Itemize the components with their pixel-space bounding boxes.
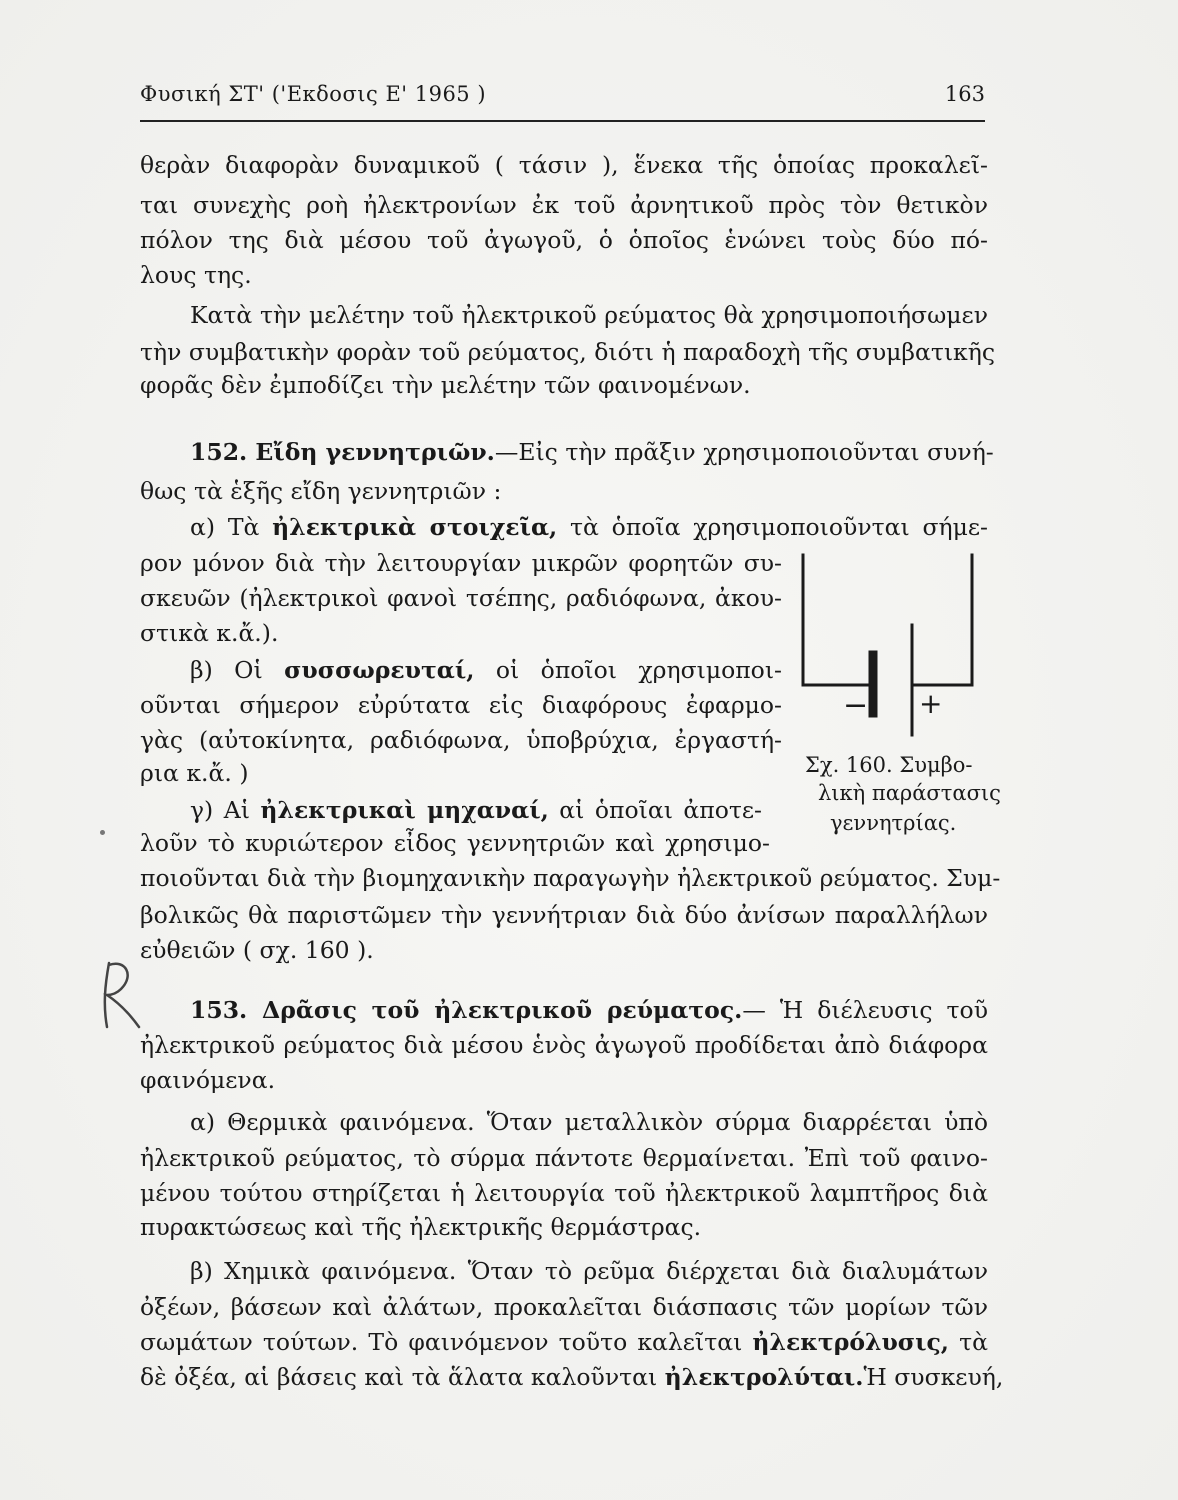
term-bold: ἠλεκτρικαὶ μηχαναί, xyxy=(260,796,549,824)
text-line: θερὰν διαφορὰν δυναμικοῦ ( τάσιν ), ἕνεκα τῆς ὁποίας προκαλεῖ- xyxy=(140,151,988,179)
text-line: γὰς (αὐτοκίνητα, ραδιόφωνα, ὑποβρύχια, ἐργαστή- xyxy=(140,726,782,754)
text-line: β) Χημικὰ φαινόμενα. Ὅταν τὸ ρεῦμα διέρχεται διὰ διαλυμάτων xyxy=(190,1257,988,1285)
text-line: πυρακτώσεως καὶ τῆς ἠλεκτρικῆς θερμάστρας. xyxy=(140,1213,702,1241)
text-line: στικὰ κ.ἄ.). xyxy=(140,619,279,647)
text-line: ἠλεκτρικοῦ ρεύματος διὰ μέσου ἑνὸς ἀγωγοῦ προδίδεται ἀπὸ διάφορα xyxy=(140,1031,988,1059)
figure-caption-line: Σχ. 160. Συμβο- xyxy=(805,753,973,777)
item-a-line: α) Τὰ ἠλεκτρικὰ στοιχεῖα, τὰ ὁποῖα χρησιμοποιοῦνται σήμε- xyxy=(190,513,989,541)
section-heading: 153. Δρᾶσις τοῦ ἠλεκτρικοῦ ρεύματος. xyxy=(190,996,743,1024)
text-line: λοῦν τὸ κυριώτερον εἶδος γεννητριῶν καὶ χρησιμο- xyxy=(140,829,770,857)
term-bold: ἠλεκτρόλυσις, xyxy=(752,1328,949,1356)
text-line: α) Θερμικὰ φαινόμενα. Ὅταν μεταλλικὸν σύρμα διαρρέεται ὑπὸ xyxy=(190,1108,988,1136)
generator-symbol-figure xyxy=(795,545,985,775)
text-line: ρια κ.ἄ. ) xyxy=(140,759,249,787)
item-b-line: β) Οἱ συσσωρευταί, οἱ ὁποῖοι χρησιμοποι- xyxy=(190,656,782,684)
text-line: Κατὰ τὴν μελέτην τοῦ ἠλεκτρικοῦ ρεύματος θὰ χρησιμοποιήσωμεν xyxy=(190,301,988,329)
page-number: 163 xyxy=(944,82,985,106)
text-line: μένου τούτου στηρίζεται ἡ λειτουργία τοῦ ἠλεκτρικοῦ λαμπτῆρος διὰ xyxy=(140,1179,988,1207)
b3-line: σωμάτων τούτων. Τὸ φαινόμενον τοῦτο καλεῖται ἠλεκτρόλυσις, τὰ xyxy=(140,1328,988,1356)
running-title: Φυσική ΣΤ' ('Εκδοσις Ε' 1965 ) xyxy=(140,82,487,106)
text-line: βολικῶς θὰ παριστῶμεν τὴν γεννήτριαν διὰ δύο ἀνίσων παραλλήλων xyxy=(140,901,988,929)
page-header xyxy=(140,80,985,122)
text-line: πόλον της διὰ μέσου τοῦ ἀγωγοῦ, ὁ ὁποῖος ἑνώνει τοὺς δύο πό- xyxy=(140,226,988,254)
figure-caption-line: λικὴ παράστασις xyxy=(818,781,1001,805)
term-bold: ἠλεκτρολύται. xyxy=(664,1363,864,1391)
text-line: θως τὰ ἑξῆς εἴδη γεννητριῶν : xyxy=(140,477,502,505)
section-heading: 152. Εἴδη γεννητριῶν. xyxy=(190,438,495,466)
minus-sign: − xyxy=(843,688,869,723)
text-line: λους της. xyxy=(140,261,252,289)
text-line: ἠλεκτρικοῦ ρεύματος, τὸ σύρμα πάντοτε θερμαίνεται. Ἐπὶ τοῦ φαινο- xyxy=(140,1144,988,1172)
text-line: εὐθειῶν ( σχ. 160 ). xyxy=(140,936,374,964)
plus-sign: + xyxy=(919,687,943,720)
item-c-line: γ) Αἱ ἠλεκτρικαὶ μηχαναί, αἱ ὁποῖαι ἀποτε- xyxy=(190,796,762,824)
section-153-first-line: 153. Δρᾶσις τοῦ ἠλεκτρικοῦ ρεύματος.— Ἡ διέλευσις τοῦ xyxy=(190,996,988,1024)
text-line: οῦνται σήμερον εὐρύτατα εἰς διαφόρους ἐφαρμο- xyxy=(140,691,782,719)
text-line: τὴν συμβατικὴν φορὰν τοῦ ρεύματος, διότι ἡ παραδοχὴ τῆς συμβατικῆς xyxy=(140,338,995,366)
figure-caption-line: γεννητρίας. xyxy=(830,811,957,835)
circuit-diagram xyxy=(795,545,985,775)
text-line: φαινόμενα. xyxy=(140,1066,276,1094)
text-line: σκευῶν (ἠλεκτρικοὶ φανοὶ τσέπης, ραδιόφωνα, ἀκου- xyxy=(140,584,782,612)
text-line: ρον μόνον διὰ τὴν λειτουργίαν μικρῶν φορητῶν συ- xyxy=(140,549,782,577)
term-bold: ἠλεκτρικὰ στοιχεῖα, xyxy=(272,513,558,541)
text-line: ὀξέων, βάσεων καὶ ἀλάτων, προκαλεῖται διάσπασις τῶν μορίων τῶν xyxy=(140,1293,988,1321)
ink-dot xyxy=(100,830,105,835)
text-line: ποιοῦνται διὰ τὴν βιομηχανικὴν παραγωγὴν ἠλεκτρικοῦ ρεύματος. Συμ- xyxy=(140,864,1001,892)
text-line: ται συνεχὴς ροὴ ἠλεκτρονίων ἐκ τοῦ ἀρνητικοῦ πρὸς τὸν θετικὸν xyxy=(140,191,988,219)
b4-line: δὲ ὀξέα, αἱ βάσεις καὶ τὰ ἅλατα καλοῦνται ἠλεκτρολύται.Ἡ συσκευή, xyxy=(140,1363,1004,1391)
section-152-first-line: 152. Εἴδη γεννητριῶν.—Εἰς τὴν πρᾶξιν χρησιμοποιοῦνται συνή- xyxy=(190,438,994,466)
handwritten-r-mark xyxy=(95,955,145,1035)
text-line: φορᾶς δὲν ἐμποδίζει τὴν μελέτην τῶν φαινομένων. xyxy=(140,371,751,399)
term-bold: συσσωρευταί, xyxy=(284,656,475,684)
